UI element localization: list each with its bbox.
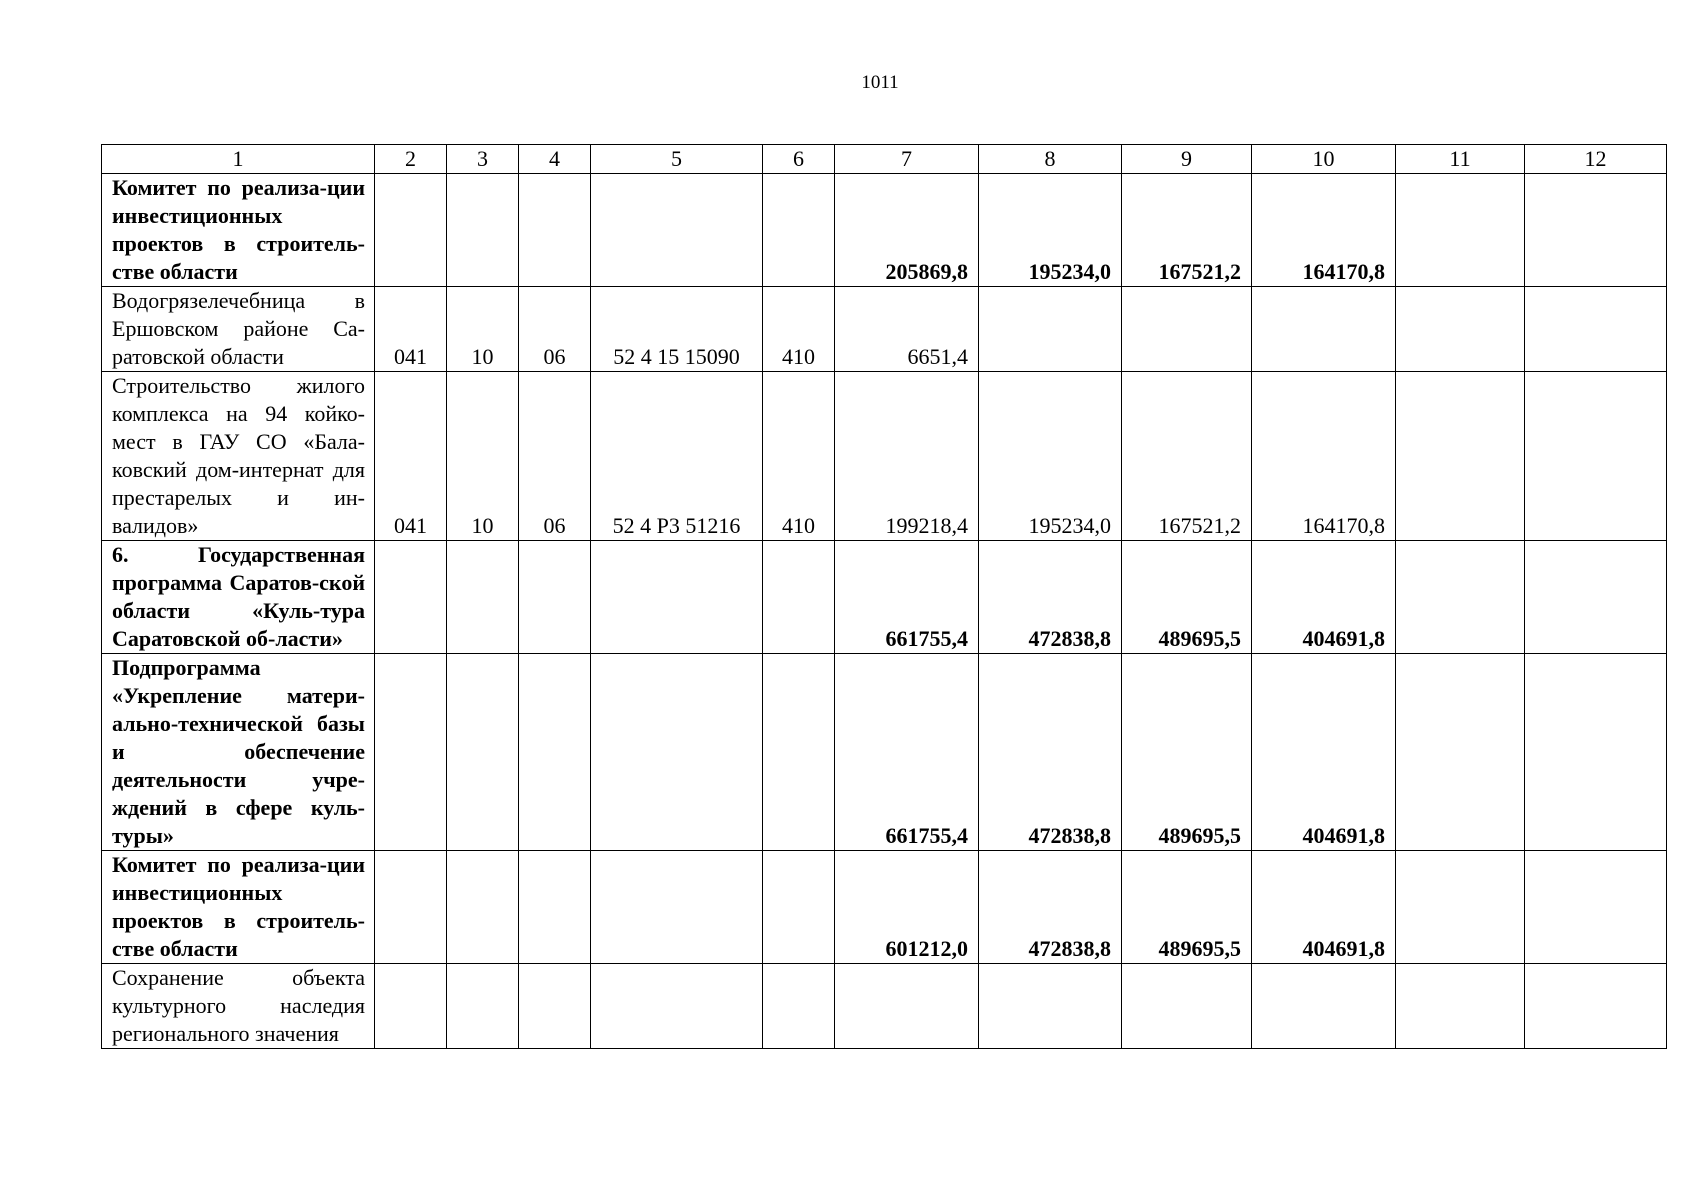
- table-cell: [1525, 851, 1667, 964]
- table-cell: [447, 541, 519, 654]
- table-cell: [1525, 654, 1667, 851]
- table-cell: 410: [763, 287, 835, 372]
- table-cell: [591, 174, 763, 287]
- table-cell: [591, 851, 763, 964]
- table-cell: [1252, 964, 1396, 1049]
- table-cell: 195234,0: [979, 372, 1122, 541]
- table-cell: 041: [375, 372, 447, 541]
- table-cell: [591, 541, 763, 654]
- table-cell: 10: [447, 372, 519, 541]
- table-cell: [1396, 287, 1525, 372]
- table-cell: 10: [447, 287, 519, 372]
- table-cell: [519, 541, 591, 654]
- row-name: Комитет по реализа-ции инвестиционных проектов в строитель-стве области: [102, 174, 375, 287]
- table-cell: [763, 964, 835, 1049]
- row-name: Сохранение объекта культурного наследия регионального значения: [102, 964, 375, 1049]
- row-name: Водогрязелечебница в Ершовском районе Са-ратовской области: [102, 287, 375, 372]
- table-cell: [835, 964, 979, 1049]
- table-cell: 52 4 Р3 51216: [591, 372, 763, 541]
- table-cell: [979, 287, 1122, 372]
- table-cell: [447, 964, 519, 1049]
- column-header: 9: [1122, 145, 1252, 174]
- table-cell: [375, 851, 447, 964]
- column-header: 8: [979, 145, 1122, 174]
- table-cell: 472838,8: [979, 654, 1122, 851]
- table-cell: [375, 541, 447, 654]
- table-cell: [519, 964, 591, 1049]
- table-cell: 06: [519, 287, 591, 372]
- table-cell: [1525, 541, 1667, 654]
- table-cell: [1396, 851, 1525, 964]
- table-cell: 164170,8: [1252, 372, 1396, 541]
- row-name: Подпрограмма «Укрепление матери-ально-технической базы и обеспечение деятельности учре-ждений в сфере куль-туры»: [102, 654, 375, 851]
- table-cell: [1122, 964, 1252, 1049]
- table-cell: [1396, 372, 1525, 541]
- table-cell: 404691,8: [1252, 851, 1396, 964]
- column-header: 3: [447, 145, 519, 174]
- table-cell: 489695,5: [1122, 654, 1252, 851]
- row-name: Строительство жилого комплекса на 94 койко-мест в ГАУ СО «Бала-ковский дом-интернат для престарелых и ин-валидов»: [102, 372, 375, 541]
- table-cell: 195234,0: [979, 174, 1122, 287]
- table-row: [102, 372, 1667, 541]
- column-header: 5: [591, 145, 763, 174]
- table-cell: 041: [375, 287, 447, 372]
- table-cell: [763, 851, 835, 964]
- column-header: 4: [519, 145, 591, 174]
- table-cell: 06: [519, 372, 591, 541]
- column-header-row: [102, 145, 1667, 174]
- table-row: [102, 851, 1667, 964]
- table-row: [102, 654, 1667, 851]
- table-cell: [375, 964, 447, 1049]
- table-row: [102, 174, 1667, 287]
- table-cell: 52 4 15 15090: [591, 287, 763, 372]
- table-cell: [1525, 372, 1667, 541]
- table-cell: [519, 654, 591, 851]
- table-cell: [1525, 174, 1667, 287]
- table-cell: [447, 174, 519, 287]
- table-cell: 472838,8: [979, 541, 1122, 654]
- table-cell: [763, 654, 835, 851]
- budget-table: [101, 144, 1667, 1049]
- table-cell: 164170,8: [1252, 174, 1396, 287]
- table-cell: 661755,4: [835, 654, 979, 851]
- row-name: 6. Государственная программа Саратов-ской области «Куль-тура Саратовской об-ласти»: [102, 541, 375, 654]
- column-header: 12: [1525, 145, 1667, 174]
- table-cell: 167521,2: [1122, 174, 1252, 287]
- table-cell: [1396, 541, 1525, 654]
- table-cell: [1525, 964, 1667, 1049]
- column-header: 6: [763, 145, 835, 174]
- table-cell: 601212,0: [835, 851, 979, 964]
- table-cell: [375, 654, 447, 851]
- table-row: [102, 287, 1667, 372]
- column-header: 10: [1252, 145, 1396, 174]
- table-cell: [1396, 174, 1525, 287]
- table-cell: [519, 174, 591, 287]
- page-number: 1011: [861, 72, 899, 93]
- table-cell: [375, 174, 447, 287]
- row-name: Комитет по реализа-ции инвестиционных проектов в строитель-стве области: [102, 851, 375, 964]
- table-cell: 489695,5: [1122, 851, 1252, 964]
- table-row: [102, 964, 1667, 1049]
- table-cell: [519, 851, 591, 964]
- table-cell: [447, 851, 519, 964]
- table-cell: 661755,4: [835, 541, 979, 654]
- table-cell: [763, 174, 835, 287]
- column-header: 7: [835, 145, 979, 174]
- column-header: 2: [375, 145, 447, 174]
- table-cell: [591, 654, 763, 851]
- table-cell: [979, 964, 1122, 1049]
- table-cell: [763, 541, 835, 654]
- table-cell: [1396, 654, 1525, 851]
- table-row: [102, 541, 1667, 654]
- table-cell: 489695,5: [1122, 541, 1252, 654]
- table-cell: [1122, 287, 1252, 372]
- table-cell: 404691,8: [1252, 654, 1396, 851]
- column-header: 11: [1396, 145, 1525, 174]
- table-cell: 205869,8: [835, 174, 979, 287]
- table-cell: 6651,4: [835, 287, 979, 372]
- table-cell: [1396, 964, 1525, 1049]
- table-cell: [447, 654, 519, 851]
- table-cell: 404691,8: [1252, 541, 1396, 654]
- table-cell: 167521,2: [1122, 372, 1252, 541]
- table-cell: 472838,8: [979, 851, 1122, 964]
- table-cell: 199218,4: [835, 372, 979, 541]
- table-cell: [591, 964, 763, 1049]
- table-cell: [1525, 287, 1667, 372]
- table-cell: 410: [763, 372, 835, 541]
- column-header: 1: [102, 145, 375, 174]
- table-cell: [1252, 287, 1396, 372]
